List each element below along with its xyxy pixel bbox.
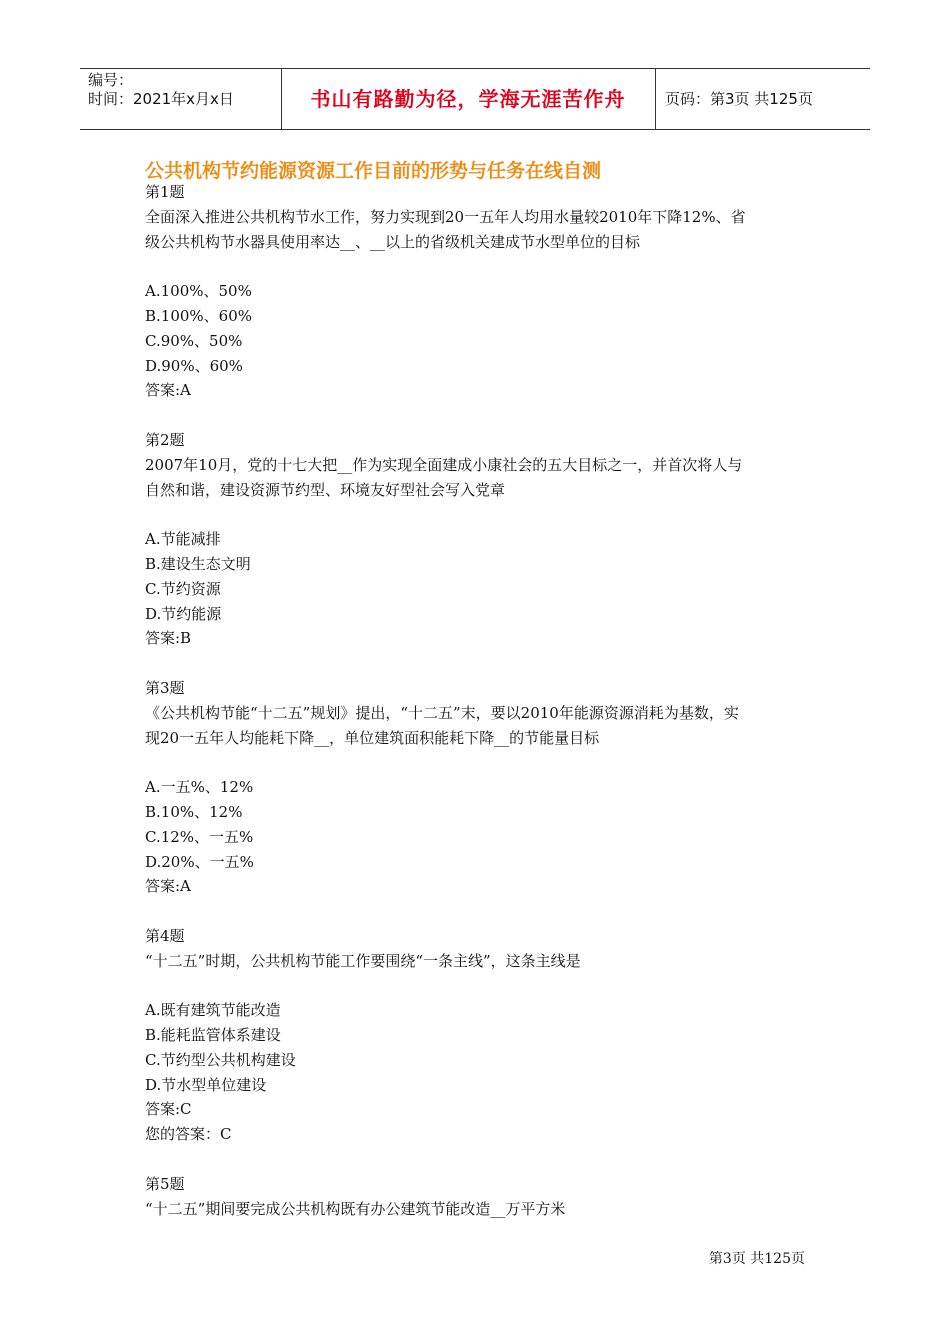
option-a: A.一五%、12%: [145, 778, 254, 797]
page-footer: 第3页 共125页: [708, 1251, 805, 1267]
option-c: C.节约资源: [145, 579, 221, 598]
option-b: B.100%、60%: [145, 306, 253, 325]
question-text: 级公共机构节水器具使用率达__、__以上的省级机关建成节水型单位的目标: [145, 232, 641, 251]
question-number: 第3题: [145, 678, 185, 697]
option-c: C.90%、50%: [145, 331, 243, 350]
page-header: [80, 68, 870, 130]
question-block: [145, 1172, 815, 1222]
question-number: 第5题: [145, 1174, 185, 1193]
question-text: 自然和谐，建设资源节约型、环境友好型社会写入党章: [145, 480, 506, 499]
option-a: A.100%、50%: [145, 282, 252, 301]
option-d: D.节约能源: [145, 604, 222, 623]
option-d: D.节水型单位建设: [145, 1075, 267, 1094]
option-a: A.既有建筑节能改造: [145, 1001, 281, 1020]
your-answer: 您的答案：C: [145, 1125, 232, 1144]
option-b: B.建设生态文明: [145, 554, 251, 573]
question-text: “十二五”期间要完成公共机构既有办公建筑节能改造__万平方米: [145, 1199, 566, 1218]
question-block: [145, 428, 815, 651]
question-block: [145, 180, 815, 403]
option-d: D.90%、60%: [145, 356, 243, 375]
question-number: 第1题: [145, 183, 185, 201]
answer: 答案:A: [145, 381, 191, 400]
header-meta: [88, 71, 278, 109]
document-date-label: 时间：2021年x月x日: [88, 90, 234, 108]
question-number: 第4题: [145, 926, 185, 945]
question-block: [145, 676, 815, 899]
answer: 答案:B: [145, 629, 192, 648]
option-b: B.10%、12%: [145, 802, 243, 821]
question-number: 第2题: [145, 430, 185, 449]
answer: 答案:C: [145, 1100, 192, 1119]
question-list: [145, 180, 815, 1221]
answer: 答案:A: [145, 877, 191, 896]
question-text: “十二五”时期，公共机构节能工作要围绕“一条主线”，这条主线是: [145, 951, 581, 970]
option-c: C.12%、一五%: [145, 827, 254, 846]
question-text: 全面深入推进公共机构节水工作，努力实现到20一五年人均用水量较2010年下降12%、省: [145, 207, 746, 226]
question-block: [145, 924, 815, 1147]
header-page-number: 页码：第3页 共125页: [665, 90, 813, 108]
option-d: D.20%、一五%: [145, 852, 254, 871]
header-divider: [655, 69, 656, 129]
option-b: B.能耗监管体系建设: [145, 1026, 281, 1045]
option-c: C.节约型公共机构建设: [145, 1050, 296, 1069]
document-number-label: 编号：: [88, 71, 134, 89]
question-text: 《公共机构节能“十二五”规划》提出，“十二五”末，要以2010年能源资源消耗为基数，实: [145, 703, 739, 722]
document-title: 公共机构节约能源资源工作目前的形势与任务在线自测: [145, 160, 602, 182]
question-text: 2007年10月，党的十七大把__作为实现全面建成小康社会的五大目标之一，并首次将人与: [145, 455, 743, 474]
header-motto: 书山有路勤为径，学海无涯苦作舟: [310, 87, 626, 111]
option-a: A.节能减排: [145, 530, 221, 549]
question-text: 现20一五年人均能耗下降__，单位建筑面积能耗下降__的节能量目标: [145, 728, 600, 747]
